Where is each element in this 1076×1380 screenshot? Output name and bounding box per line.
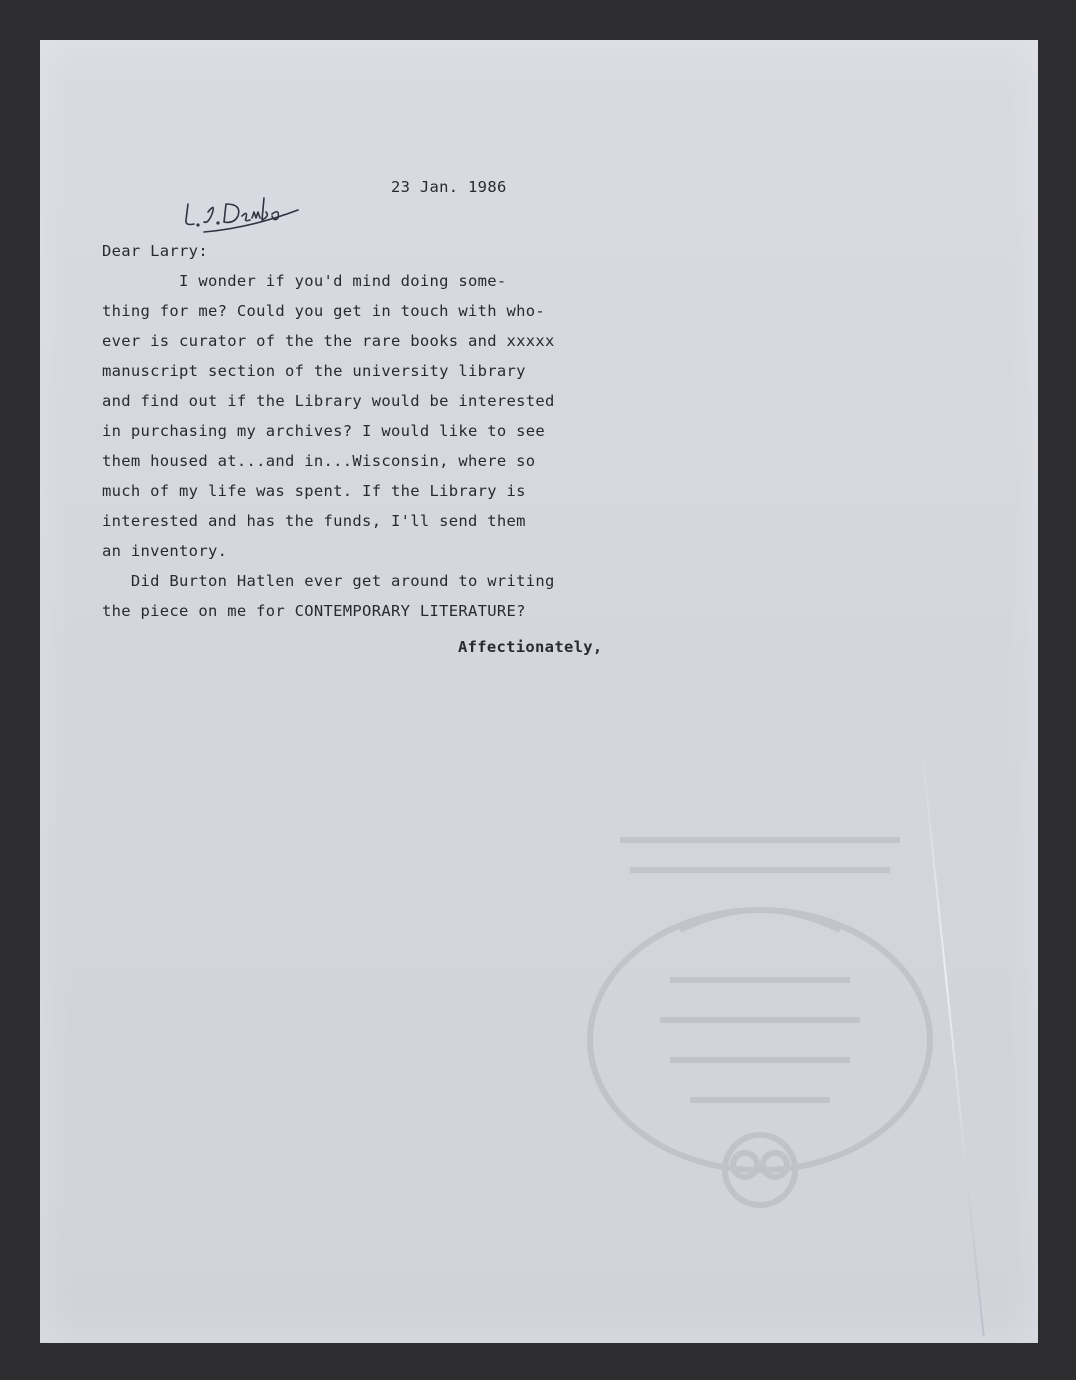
body-line: in purchasing my archives? I would like to see — [102, 422, 546, 440]
body-line: thing for me? Could you get in touch with who- — [102, 302, 546, 320]
body-line: Did Burton Hatlen ever get around to writing — [102, 572, 555, 590]
letter-salutation: Dear Larry: — [102, 242, 208, 260]
body-line: and find out if the Library would be interested — [102, 392, 555, 410]
handwritten-annotation — [180, 190, 320, 238]
body-line: ever is curator of the the rare books and xxxxx — [102, 332, 555, 350]
body-line: manuscript section of the university library — [102, 362, 526, 380]
body-line: much of my life was spent. If the Library is — [102, 482, 526, 500]
body-line: I wonder if you'd mind doing some- — [102, 272, 507, 290]
paper-watermark — [560, 810, 960, 1230]
letter-date: 23 Jan. 1986 — [391, 178, 507, 196]
body-line: an inventory. — [102, 542, 228, 560]
body-line: interested and has the funds, I'll send them — [102, 512, 526, 530]
letter-page — [40, 40, 1038, 1343]
handwritten-dembo-signature — [180, 190, 320, 238]
body-line: them housed at...and in...Wisconsin, where so — [102, 452, 536, 470]
letter-closing: Affectionately, — [458, 638, 603, 656]
body-line: the piece on me for CONTEMPORARY LITERATURE? — [102, 602, 526, 620]
